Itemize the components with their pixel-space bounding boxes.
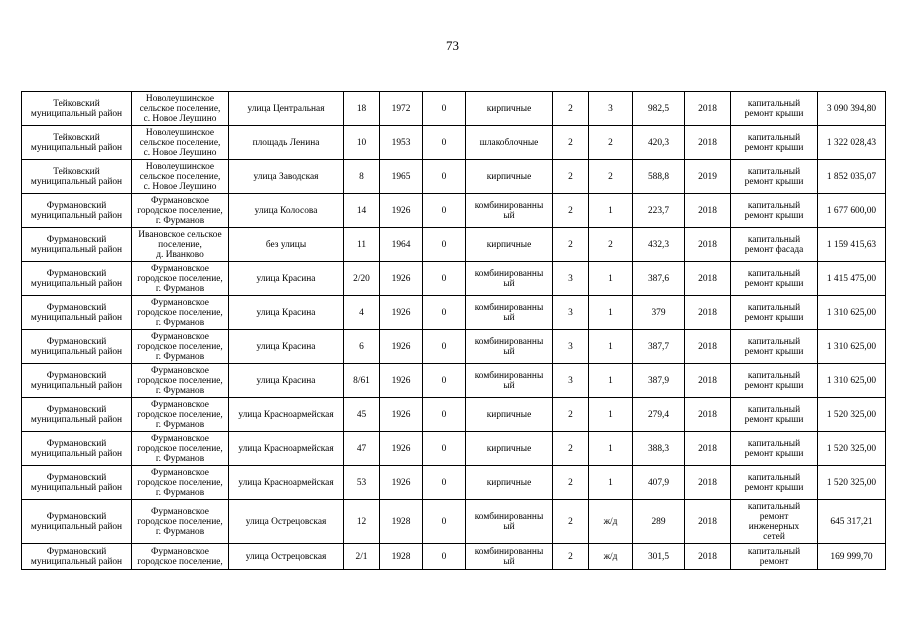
area-cell: 289 xyxy=(633,500,685,544)
repair-year-cell: 2018 xyxy=(685,262,731,296)
repair-type-cell: капитальный ремонт крыши xyxy=(731,466,818,500)
repair-type-cell: капитальный ремонт крыши xyxy=(731,330,818,364)
table-row xyxy=(22,160,886,194)
house-number-cell: 18 xyxy=(344,92,380,126)
repair-year-cell: 2018 xyxy=(685,500,731,544)
repair-year-cell: 2018 xyxy=(685,92,731,126)
year-renovated-cell: 0 xyxy=(423,194,466,228)
repair-type-cell: капитальный ремонт крыши xyxy=(731,194,818,228)
repair-type-cell: капитальный ремонт крыши xyxy=(731,92,818,126)
table-row xyxy=(22,262,886,296)
repair-year-cell: 2018 xyxy=(685,194,731,228)
wall-material-cell: кирпичные xyxy=(466,228,553,262)
floors-cell: 2 xyxy=(553,194,589,228)
area-cell: 279,4 xyxy=(633,398,685,432)
wall-material-cell: комбинированны ый xyxy=(466,262,553,296)
cost-cell: 645 317,21 xyxy=(818,500,886,544)
settlement-cell: Фурмановское городское поселение, г. Фурманов xyxy=(132,432,229,466)
year-built-cell: 1926 xyxy=(380,398,423,432)
entrances-cell: ж/д xyxy=(589,544,633,570)
district-cell: Фурмановский муниципальный район xyxy=(22,398,132,432)
house-number-cell: 2/1 xyxy=(344,544,380,570)
entrances-cell: 3 xyxy=(589,92,633,126)
settlement-cell: Фурмановское городское поселение, xyxy=(132,544,229,570)
housing-repair-table xyxy=(21,91,886,570)
area-cell: 588,8 xyxy=(633,160,685,194)
year-renovated-cell: 0 xyxy=(423,296,466,330)
settlement-cell: Фурмановское городское поселение, г. Фурманов xyxy=(132,296,229,330)
street-cell: улица Красина xyxy=(229,296,344,330)
street-cell: улица Красина xyxy=(229,262,344,296)
cost-cell: 1 310 625,00 xyxy=(818,364,886,398)
entrances-cell: 1 xyxy=(589,466,633,500)
area-cell: 301,5 xyxy=(633,544,685,570)
area-cell: 379 xyxy=(633,296,685,330)
cost-cell: 1 520 325,00 xyxy=(818,466,886,500)
table-row xyxy=(22,364,886,398)
street-cell: улица Центральная xyxy=(229,92,344,126)
house-number-cell: 6 xyxy=(344,330,380,364)
district-cell: Фурмановский муниципальный район xyxy=(22,364,132,398)
area-cell: 387,7 xyxy=(633,330,685,364)
table-row xyxy=(22,296,886,330)
year-built-cell: 1928 xyxy=(380,500,423,544)
street-cell: улица Красина xyxy=(229,364,344,398)
area-cell: 982,5 xyxy=(633,92,685,126)
year-renovated-cell: 0 xyxy=(423,398,466,432)
year-renovated-cell: 0 xyxy=(423,330,466,364)
district-cell: Фурмановский муниципальный район xyxy=(22,194,132,228)
table-row xyxy=(22,228,886,262)
repair-year-cell: 2018 xyxy=(685,364,731,398)
repair-type-cell: капитальный ремонт фасада xyxy=(731,228,818,262)
house-number-cell: 14 xyxy=(344,194,380,228)
settlement-cell: Новолеушинское сельское поселение, с. Новое Леушино xyxy=(132,92,229,126)
year-built-cell: 1928 xyxy=(380,544,423,570)
settlement-cell: Фурмановское городское поселение, г. Фурманов xyxy=(132,466,229,500)
house-number-cell: 47 xyxy=(344,432,380,466)
year-renovated-cell: 0 xyxy=(423,262,466,296)
table-row xyxy=(22,398,886,432)
cost-cell: 1 159 415,63 xyxy=(818,228,886,262)
repair-type-cell: капитальный ремонт крыши xyxy=(731,160,818,194)
repair-year-cell: 2018 xyxy=(685,398,731,432)
street-cell: улица Красина xyxy=(229,330,344,364)
year-built-cell: 1926 xyxy=(380,466,423,500)
entrances-cell: 1 xyxy=(589,330,633,364)
year-renovated-cell: 0 xyxy=(423,500,466,544)
district-cell: Фурмановский муниципальный район xyxy=(22,432,132,466)
floors-cell: 2 xyxy=(553,160,589,194)
wall-material-cell: комбинированны ый xyxy=(466,500,553,544)
repair-year-cell: 2018 xyxy=(685,432,731,466)
year-built-cell: 1926 xyxy=(380,194,423,228)
cost-cell: 1 415 475,00 xyxy=(818,262,886,296)
year-built-cell: 1964 xyxy=(380,228,423,262)
district-cell: Фурмановский муниципальный район xyxy=(22,466,132,500)
repair-type-cell: капитальный ремонт крыши xyxy=(731,262,818,296)
cost-cell: 1 310 625,00 xyxy=(818,330,886,364)
entrances-cell: 2 xyxy=(589,160,633,194)
area-cell: 388,3 xyxy=(633,432,685,466)
house-number-cell: 10 xyxy=(344,126,380,160)
table-row xyxy=(22,126,886,160)
settlement-cell: Фурмановское городское поселение, г. Фурманов xyxy=(132,330,229,364)
year-renovated-cell: 0 xyxy=(423,364,466,398)
repair-type-cell: капитальный ремонт инженерных сетей xyxy=(731,500,818,544)
floors-cell: 3 xyxy=(553,296,589,330)
settlement-cell: Новолеушинское сельское поселение, с. Новое Леушино xyxy=(132,126,229,160)
entrances-cell: 1 xyxy=(589,296,633,330)
area-cell: 387,6 xyxy=(633,262,685,296)
repair-year-cell: 2018 xyxy=(685,544,731,570)
house-number-cell: 45 xyxy=(344,398,380,432)
district-cell: Фурмановский муниципальный район xyxy=(22,330,132,364)
table-row xyxy=(22,92,886,126)
year-built-cell: 1965 xyxy=(380,160,423,194)
entrances-cell: 1 xyxy=(589,432,633,466)
area-cell: 432,3 xyxy=(633,228,685,262)
year-built-cell: 1953 xyxy=(380,126,423,160)
wall-material-cell: комбинированны ый xyxy=(466,194,553,228)
wall-material-cell: кирпичные xyxy=(466,432,553,466)
house-number-cell: 8/61 xyxy=(344,364,380,398)
district-cell: Фурмановский муниципальный район xyxy=(22,500,132,544)
settlement-cell: Фурмановское городское поселение, г. Фурманов xyxy=(132,398,229,432)
wall-material-cell: комбинированны ый xyxy=(466,364,553,398)
year-built-cell: 1926 xyxy=(380,262,423,296)
repair-type-cell: капитальный ремонт крыши xyxy=(731,364,818,398)
district-cell: Тейковский муниципальный район xyxy=(22,92,132,126)
repair-year-cell: 2018 xyxy=(685,296,731,330)
district-cell: Фурмановский муниципальный район xyxy=(22,228,132,262)
year-renovated-cell: 0 xyxy=(423,432,466,466)
table-row xyxy=(22,466,886,500)
entrances-cell: 1 xyxy=(589,364,633,398)
wall-material-cell: кирпичные xyxy=(466,398,553,432)
floors-cell: 2 xyxy=(553,500,589,544)
street-cell: улица Колосова xyxy=(229,194,344,228)
house-number-cell: 53 xyxy=(344,466,380,500)
entrances-cell: 1 xyxy=(589,194,633,228)
wall-material-cell: шлакоблочные xyxy=(466,126,553,160)
table-body xyxy=(22,92,886,570)
year-renovated-cell: 0 xyxy=(423,126,466,160)
wall-material-cell: кирпичные xyxy=(466,92,553,126)
wall-material-cell: комбинированны ый xyxy=(466,296,553,330)
repair-year-cell: 2018 xyxy=(685,466,731,500)
floors-cell: 2 xyxy=(553,92,589,126)
floors-cell: 2 xyxy=(553,432,589,466)
table-row xyxy=(22,330,886,364)
page-number: 73 xyxy=(446,38,459,53)
entrances-cell: 1 xyxy=(589,262,633,296)
wall-material-cell: кирпичные xyxy=(466,466,553,500)
settlement-cell: Новолеушинское сельское поселение, с. Новое Леушино xyxy=(132,160,229,194)
year-built-cell: 1972 xyxy=(380,92,423,126)
floors-cell: 2 xyxy=(553,466,589,500)
settlement-cell: Ивановское сельское поселение, д. Иванково xyxy=(132,228,229,262)
area-cell: 407,9 xyxy=(633,466,685,500)
repair-type-cell: капитальный ремонт крыши xyxy=(731,398,818,432)
street-cell: улица Острецовская xyxy=(229,500,344,544)
table-row xyxy=(22,194,886,228)
cost-cell: 1 520 325,00 xyxy=(818,432,886,466)
cost-cell: 1 322 028,43 xyxy=(818,126,886,160)
entrances-cell: 2 xyxy=(589,228,633,262)
floors-cell: 3 xyxy=(553,364,589,398)
wall-material-cell: кирпичные xyxy=(466,160,553,194)
year-renovated-cell: 0 xyxy=(423,92,466,126)
entrances-cell: 1 xyxy=(589,398,633,432)
year-built-cell: 1926 xyxy=(380,296,423,330)
area-cell: 223,7 xyxy=(633,194,685,228)
repair-type-cell: капитальный ремонт крыши xyxy=(731,296,818,330)
settlement-cell: Фурмановское городское поселение, г. Фурманов xyxy=(132,500,229,544)
year-built-cell: 1926 xyxy=(380,432,423,466)
entrances-cell: ж/д xyxy=(589,500,633,544)
cost-cell: 1 677 600,00 xyxy=(818,194,886,228)
year-renovated-cell: 0 xyxy=(423,160,466,194)
district-cell: Тейковский муниципальный район xyxy=(22,160,132,194)
floors-cell: 2 xyxy=(553,398,589,432)
floors-cell: 2 xyxy=(553,544,589,570)
house-number-cell: 12 xyxy=(344,500,380,544)
district-cell: Фурмановский муниципальный район xyxy=(22,544,132,570)
table-row xyxy=(22,500,886,544)
cost-cell: 3 090 394,80 xyxy=(818,92,886,126)
year-renovated-cell: 0 xyxy=(423,228,466,262)
repair-year-cell: 2018 xyxy=(685,126,731,160)
house-number-cell: 8 xyxy=(344,160,380,194)
year-built-cell: 1926 xyxy=(380,330,423,364)
street-cell: улица Заводская xyxy=(229,160,344,194)
district-cell: Тейковский муниципальный район xyxy=(22,126,132,160)
street-cell: без улицы xyxy=(229,228,344,262)
house-number-cell: 11 xyxy=(344,228,380,262)
settlement-cell: Фурмановское городское поселение, г. Фурманов xyxy=(132,194,229,228)
wall-material-cell: комбинированны ый xyxy=(466,544,553,570)
wall-material-cell: комбинированны ый xyxy=(466,330,553,364)
house-number-cell: 2/20 xyxy=(344,262,380,296)
district-cell: Фурмановский муниципальный район xyxy=(22,262,132,296)
repair-year-cell: 2018 xyxy=(685,330,731,364)
cost-cell: 169 999,70 xyxy=(818,544,886,570)
street-cell: площадь Ленина xyxy=(229,126,344,160)
street-cell: улица Красноармейская xyxy=(229,466,344,500)
house-number-cell: 4 xyxy=(344,296,380,330)
area-cell: 387,9 xyxy=(633,364,685,398)
repair-type-cell: капитальный ремонт xyxy=(731,544,818,570)
district-cell: Фурмановский муниципальный район xyxy=(22,296,132,330)
year-renovated-cell: 0 xyxy=(423,466,466,500)
year-built-cell: 1926 xyxy=(380,364,423,398)
area-cell: 420,3 xyxy=(633,126,685,160)
table-row xyxy=(22,432,886,466)
year-renovated-cell: 0 xyxy=(423,544,466,570)
repair-year-cell: 2018 xyxy=(685,228,731,262)
floors-cell: 3 xyxy=(553,330,589,364)
repair-year-cell: 2019 xyxy=(685,160,731,194)
table-row xyxy=(22,544,886,570)
cost-cell: 1 310 625,00 xyxy=(818,296,886,330)
street-cell: улица Острецовская xyxy=(229,544,344,570)
floors-cell: 2 xyxy=(553,126,589,160)
floors-cell: 2 xyxy=(553,228,589,262)
street-cell: улица Красноармейская xyxy=(229,398,344,432)
entrances-cell: 2 xyxy=(589,126,633,160)
street-cell: улица Красноармейская xyxy=(229,432,344,466)
repair-type-cell: капитальный ремонт крыши xyxy=(731,432,818,466)
settlement-cell: Фурмановское городское поселение, г. Фурманов xyxy=(132,262,229,296)
settlement-cell: Фурмановское городское поселение, г. Фурманов xyxy=(132,364,229,398)
cost-cell: 1 520 325,00 xyxy=(818,398,886,432)
repair-type-cell: капитальный ремонт крыши xyxy=(731,126,818,160)
floors-cell: 3 xyxy=(553,262,589,296)
cost-cell: 1 852 035,07 xyxy=(818,160,886,194)
